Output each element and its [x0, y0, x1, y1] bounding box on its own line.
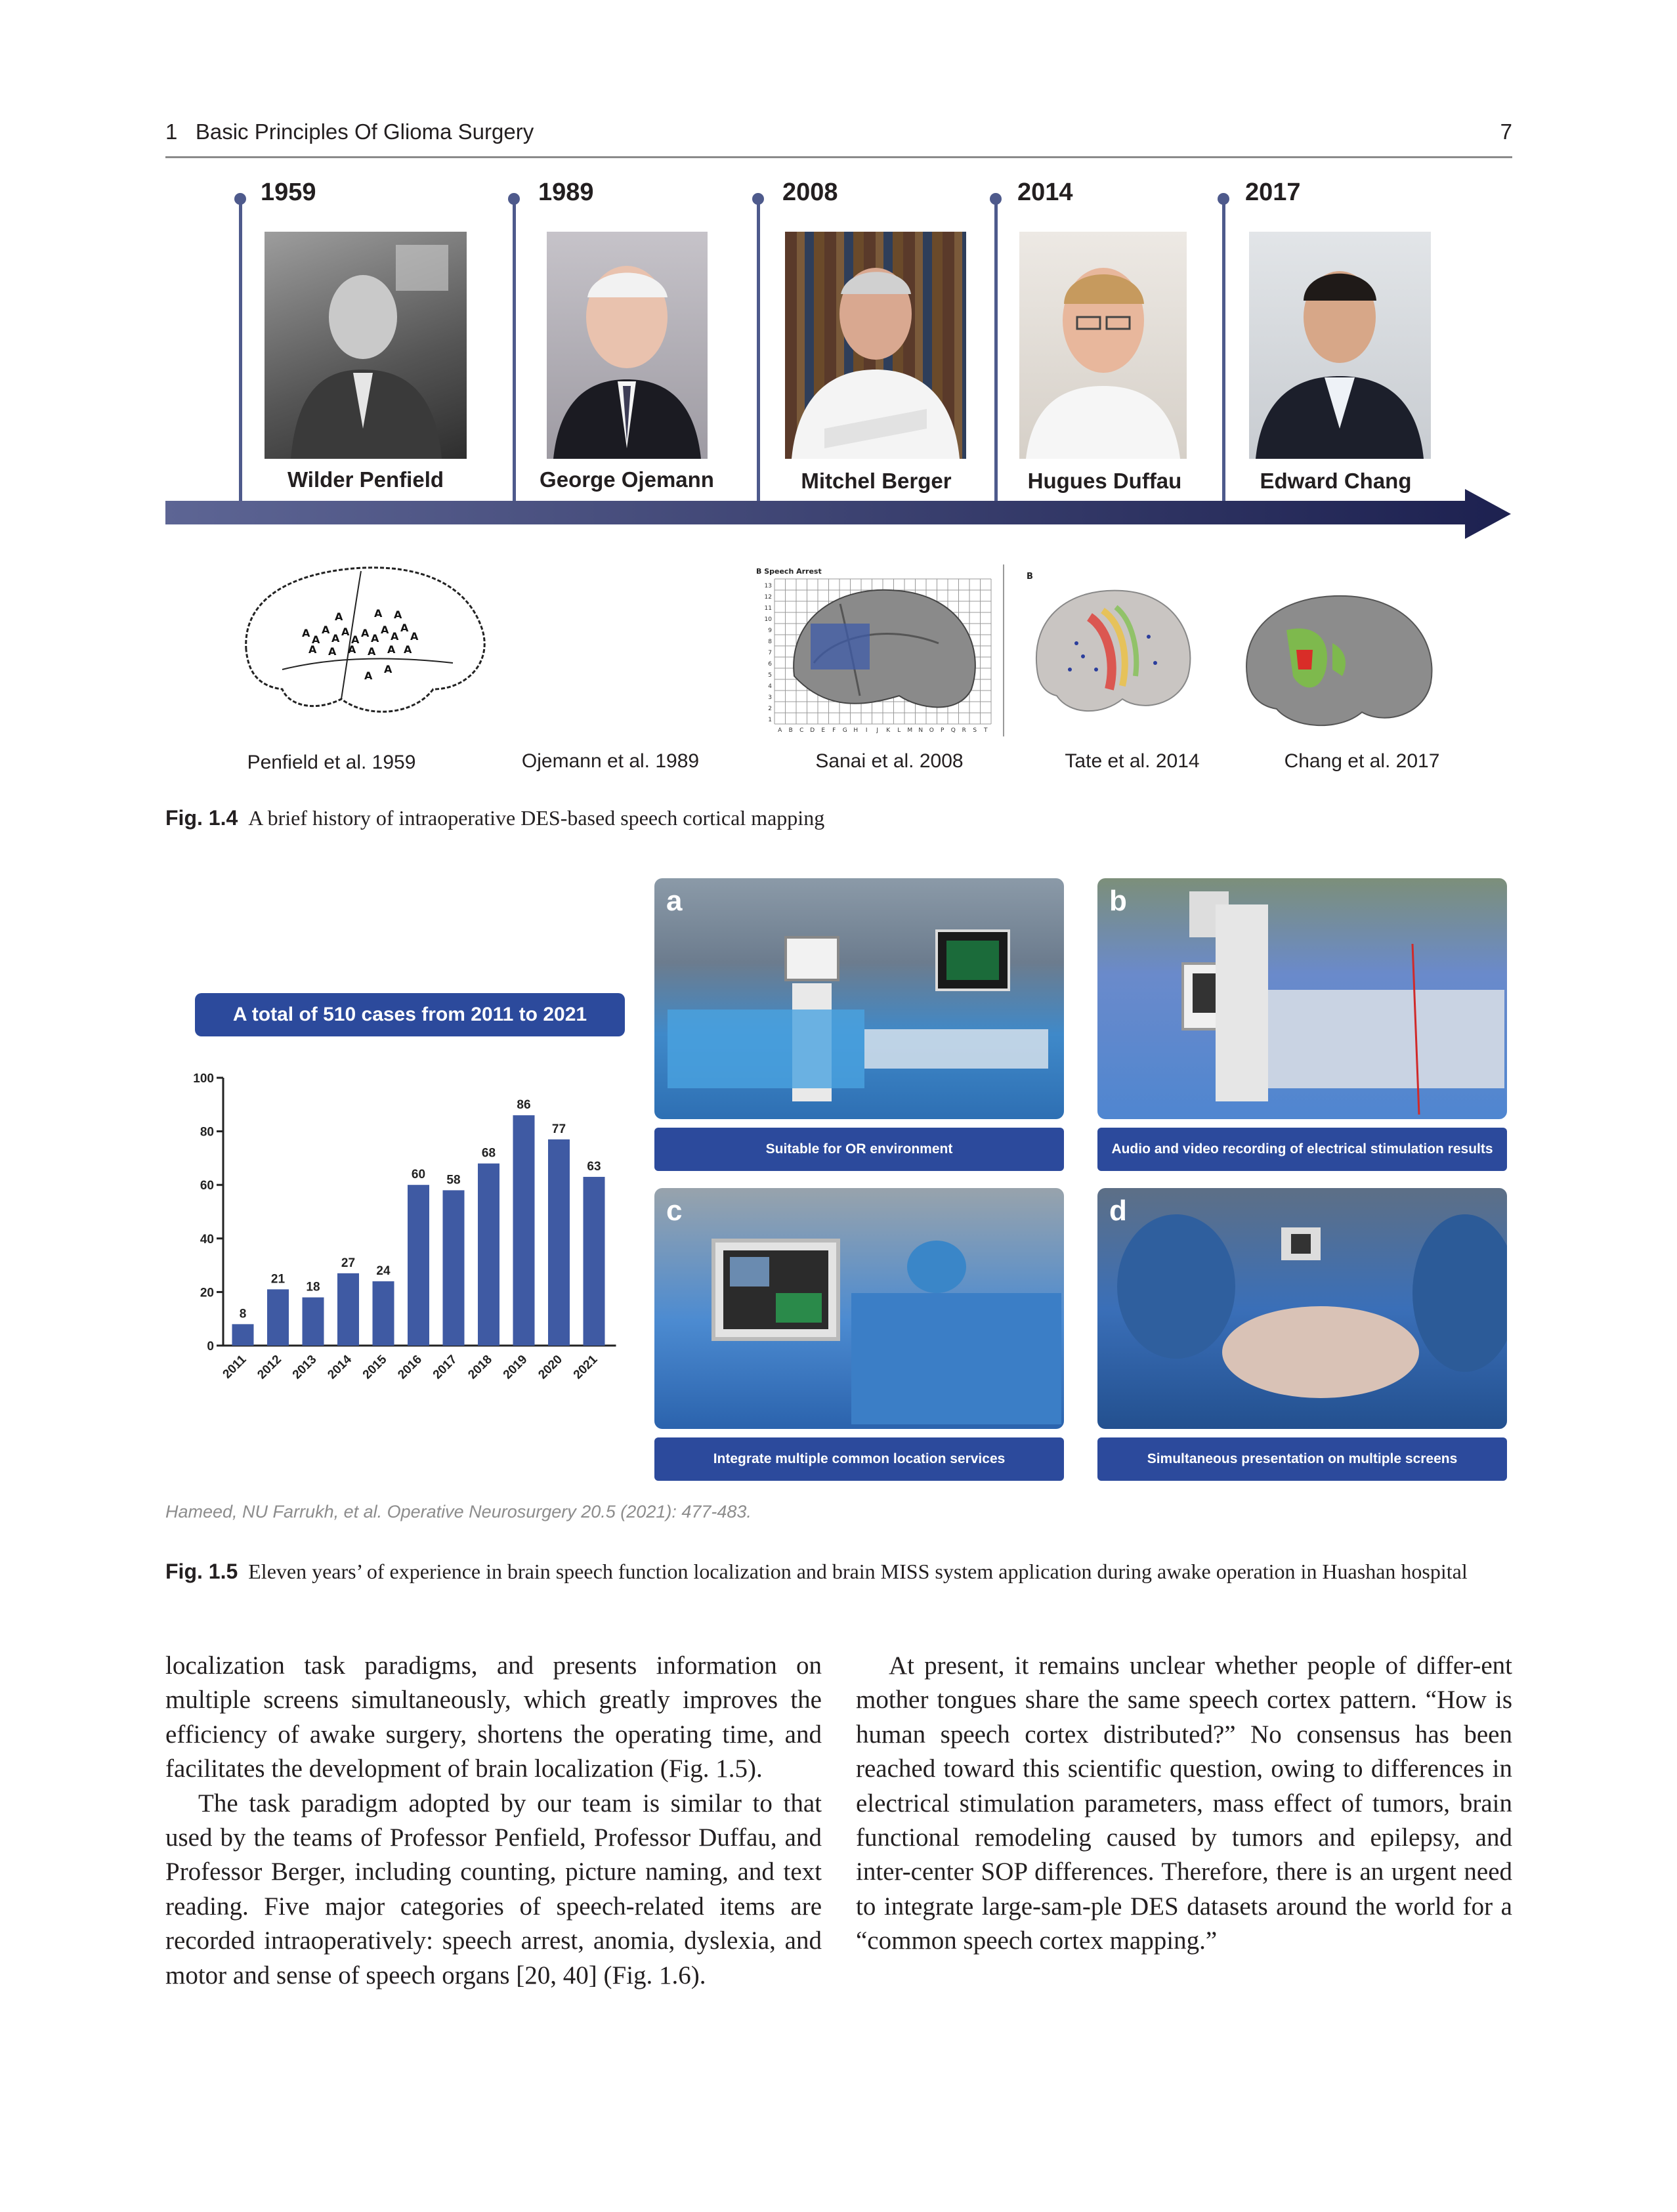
- grid-col-label: Q: [950, 727, 956, 734]
- y-tick-label: 0: [207, 1340, 214, 1353]
- portrait-photo: [1249, 232, 1431, 459]
- bar: [548, 1139, 570, 1346]
- bar: [513, 1115, 535, 1346]
- grid-row-label: 5: [768, 672, 772, 679]
- svg-text:A: A: [348, 643, 356, 656]
- chapter-title: 1 Basic Principles Of Glioma Surgery: [165, 119, 534, 144]
- y-tick-label: 100: [193, 1072, 214, 1086]
- chang-brain-map: [1234, 584, 1444, 738]
- panel-divider: [1003, 564, 1004, 736]
- bar: [478, 1164, 499, 1346]
- portrait-photo: [265, 232, 467, 459]
- bar: [303, 1298, 324, 1346]
- timeline-arrow: [165, 489, 1518, 542]
- grid-row-label: 11: [764, 605, 772, 612]
- grid-col-label: J: [876, 727, 879, 734]
- grid-row-label: 7: [768, 650, 772, 656]
- grid-col-label: B: [788, 727, 793, 734]
- svg-text:A: A: [387, 643, 396, 656]
- panel-label-c: Integrate multiple common location services: [654, 1437, 1064, 1481]
- body-paragraph: At present, it remains unclear whether people of differ-ent mother tongues share the same speech cortex pattern. “How is human speech cortex distributed?” No consensus has been reached toward this scientific question, owing to differences in electrical stimulation parameters, mass effect of tumors, brain functional remodeling caused by tumors and epilepsy, and inter-center SOP differences. Therefore, there is an urgent need to integrate large-sam-ple DES datasets around the world for a “common speech cortex mapping.”: [856, 1651, 1512, 1955]
- bar: [337, 1273, 359, 1346]
- svg-text:B Speech Arrest: B Speech Arrest: [756, 567, 822, 576]
- sanai-brain-grid: [755, 564, 998, 738]
- panel-label-d: Simultaneous presentation on multiple screens: [1097, 1437, 1507, 1481]
- x-tick-label: 2012: [255, 1352, 285, 1382]
- map-reference-label: Tate et al. 2014: [1065, 750, 1200, 772]
- y-tick-label: 80: [200, 1125, 214, 1139]
- tate-brain-map: [1017, 564, 1208, 738]
- bar-value-label: 77: [551, 1122, 566, 1136]
- operating-room-scene: [654, 878, 1064, 1119]
- grid-col-label: M: [907, 727, 913, 734]
- or-photo-panel-b: [1097, 878, 1507, 1119]
- panel-letter: b: [1109, 885, 1127, 917]
- grid-row-label: 2: [768, 706, 772, 712]
- grid-col-label: T: [984, 727, 988, 734]
- svg-text:A: A: [341, 626, 350, 638]
- panel-label-b: Audio and video recording of electrical stimulation results: [1097, 1128, 1507, 1171]
- x-tick-label: 2018: [465, 1352, 496, 1382]
- grid-row-label: 1: [768, 717, 772, 723]
- x-tick-label: 2015: [360, 1352, 390, 1382]
- svg-text:A: A: [384, 663, 393, 675]
- bar-value-label: 18: [306, 1280, 320, 1294]
- bar: [232, 1324, 254, 1346]
- svg-text:A: A: [404, 643, 412, 656]
- y-tick-label: 20: [200, 1286, 214, 1300]
- y-tick-label: 40: [200, 1232, 214, 1246]
- caption-text: Eleven years’ of experience in brain speech function localization and brain MISS system application during awake operation in Huashan hospital: [248, 1560, 1468, 1583]
- case-count-bar-chart: [184, 1057, 630, 1398]
- operating-room-scene: [1097, 1188, 1507, 1429]
- svg-text:A: A: [391, 630, 399, 643]
- timeline-stem: [513, 200, 516, 502]
- grid-col-label: S: [973, 727, 977, 734]
- timeline-stem: [757, 200, 760, 502]
- x-tick-label: 2014: [325, 1352, 355, 1382]
- bar-value-label: 86: [517, 1098, 531, 1113]
- chart-title-banner: A total of 510 cases from 2011 to 2021: [195, 993, 625, 1036]
- timeline-stem: [994, 200, 998, 502]
- grid-row-label: 10: [764, 616, 772, 623]
- body-column-left: [165, 1649, 822, 1993]
- bar-value-label: 63: [587, 1159, 601, 1174]
- bar: [373, 1281, 394, 1346]
- person-silhouette-icon: [785, 232, 966, 459]
- portrait-photo: [547, 232, 708, 459]
- person-silhouette-icon: [547, 232, 708, 459]
- bar-value-label: 21: [270, 1272, 286, 1287]
- timeline-name: George Ojemann: [540, 467, 714, 492]
- timeline-year: 1989: [538, 179, 594, 206]
- svg-text:A: A: [308, 643, 317, 656]
- grid-col-label: I: [865, 727, 868, 734]
- grid-row-label: 6: [768, 661, 772, 668]
- timeline-name: Edward Chang: [1260, 469, 1412, 493]
- caption-label: Fig. 1.4: [165, 806, 238, 830]
- grid-col-label: F: [832, 727, 836, 734]
- figure-1-4: [0, 0, 1677, 853]
- operating-room-scene: [1097, 878, 1507, 1119]
- operating-room-scene: [654, 1188, 1064, 1429]
- or-photo-panel-c: [654, 1188, 1064, 1429]
- grid-col-label: G: [842, 727, 847, 734]
- x-tick-label: 2013: [289, 1352, 320, 1382]
- portrait-photo: [1019, 232, 1187, 459]
- or-photo-panel-d: [1097, 1188, 1507, 1429]
- grid-row-label: 9: [768, 627, 772, 634]
- x-tick-label: 2016: [395, 1352, 425, 1382]
- grid-col-label: P: [941, 727, 945, 734]
- svg-text:A: A: [302, 627, 310, 639]
- svg-text:A: A: [322, 624, 330, 636]
- person-silhouette-icon: [265, 232, 467, 459]
- svg-text:A: A: [410, 630, 419, 643]
- portrait-photo: [785, 232, 966, 459]
- bar: [584, 1177, 605, 1346]
- map-reference-label: Ojemann et al. 1989: [521, 750, 700, 772]
- grid-col-label: R: [962, 727, 966, 734]
- y-tick-label: 60: [200, 1179, 214, 1193]
- bar-value-label: 27: [341, 1256, 356, 1270]
- or-photo-panel-a: [654, 878, 1064, 1119]
- grid-col-label: K: [886, 727, 891, 734]
- bar-value-label: 60: [411, 1168, 426, 1182]
- svg-text:A: A: [381, 624, 389, 636]
- grid-row-label: 3: [768, 694, 772, 701]
- body-paragraph: localization task paradigms, and presents information on multiple screens simultaneously, which greatly improves the efficiency of awake surgery, shortens the operating time, and facilitates the development of brain localization (Fig. 1.5).: [165, 1651, 822, 1783]
- caption-text: A brief history of intraoperative DES-based speech cortical mapping: [248, 806, 825, 830]
- svg-text:A: A: [351, 633, 360, 646]
- timeline-name: Mitchel Berger: [801, 469, 952, 493]
- bar-value-label: 68: [481, 1146, 496, 1160]
- x-tick-label: 2021: [570, 1352, 601, 1382]
- svg-text:A: A: [400, 622, 409, 634]
- grid-row-label: 8: [768, 639, 772, 645]
- grid-col-label: E: [821, 727, 826, 734]
- bar: [443, 1190, 465, 1346]
- bar-value-label: 24: [376, 1264, 391, 1279]
- figure-citation: Hameed, NU Farrukh, et al. Operative Neurosurgery 20.5 (2021): 477-483.: [165, 1502, 752, 1521]
- grid-col-label: C: [799, 727, 804, 734]
- svg-text:A: A: [374, 607, 383, 620]
- x-tick-label: 2020: [536, 1352, 566, 1382]
- grid-col-label: N: [918, 727, 923, 734]
- panel-letter: a: [666, 885, 683, 917]
- penfield-brain-map: [236, 558, 492, 729]
- svg-text:A: A: [371, 632, 379, 645]
- grid-col-label: A: [778, 727, 782, 734]
- svg-text:A: A: [312, 633, 320, 646]
- grid-row-label: 12: [764, 594, 772, 601]
- grid-col-label: L: [897, 727, 901, 734]
- page-number: 7: [1500, 119, 1512, 144]
- svg-text:A: A: [328, 645, 337, 658]
- timeline-name: Hugues Duffau: [1027, 469, 1182, 493]
- figure-1-5-caption: [165, 1558, 1512, 1585]
- timeline-year: 1959: [261, 179, 316, 206]
- timeline-stem: [1222, 200, 1225, 502]
- panel-label-a: Suitable for OR environment: [654, 1128, 1064, 1171]
- grid-col-label: H: [853, 727, 859, 734]
- person-silhouette-icon: [1019, 232, 1187, 459]
- bar-value-label: 58: [446, 1173, 461, 1187]
- map-reference-label: Sanai et al. 2008: [815, 750, 964, 772]
- map-reference-label: Chang et al. 2017: [1284, 750, 1440, 772]
- timeline-stem: [239, 200, 242, 502]
- svg-text:A: A: [361, 627, 370, 639]
- x-tick-label: 2017: [430, 1352, 460, 1382]
- grid-col-label: D: [810, 727, 815, 734]
- panel-letter: c: [666, 1195, 683, 1227]
- grid-col-label: O: [929, 727, 934, 734]
- timeline-name: Wilder Penfield: [287, 467, 444, 492]
- grid-row-label: 13: [764, 583, 772, 589]
- map-reference-label: Penfield et al. 1959: [247, 752, 416, 773]
- bar-value-label: 8: [239, 1307, 247, 1321]
- panel-letter: d: [1109, 1195, 1127, 1227]
- body-paragraph: The task paradigm adopted by our team is similar to that used by the teams of Professor Penfield, Professor Duffau, and Professor Berger, including counting, picture naming, and text reading. Five major categories of speech-related items are recorded intraoperatively: speech arrest, anomia, dyslexia, and motor and sense of speech organs [20, 40] (Fig. 1.6).: [165, 1789, 822, 1989]
- caption-label: Fig. 1.5: [165, 1560, 238, 1583]
- svg-text:A: A: [364, 670, 373, 682]
- grid-row-label: 4: [768, 683, 772, 690]
- timeline-year: 2008: [782, 179, 838, 206]
- figure-1-4-caption: [165, 804, 1512, 832]
- x-tick-label: 2011: [220, 1352, 249, 1382]
- svg-text:B: B: [1027, 572, 1033, 582]
- body-column-right: [856, 1649, 1512, 1959]
- x-tick-label: 2019: [500, 1352, 530, 1382]
- person-silhouette-icon: [1249, 232, 1431, 459]
- bar: [408, 1185, 429, 1346]
- svg-text:A: A: [368, 645, 376, 658]
- timeline-year: 2014: [1017, 179, 1073, 206]
- svg-text:A: A: [335, 610, 343, 623]
- svg-text:A: A: [331, 632, 340, 645]
- bar: [267, 1289, 289, 1346]
- timeline-year: 2017: [1245, 179, 1301, 206]
- svg-text:A: A: [394, 608, 402, 621]
